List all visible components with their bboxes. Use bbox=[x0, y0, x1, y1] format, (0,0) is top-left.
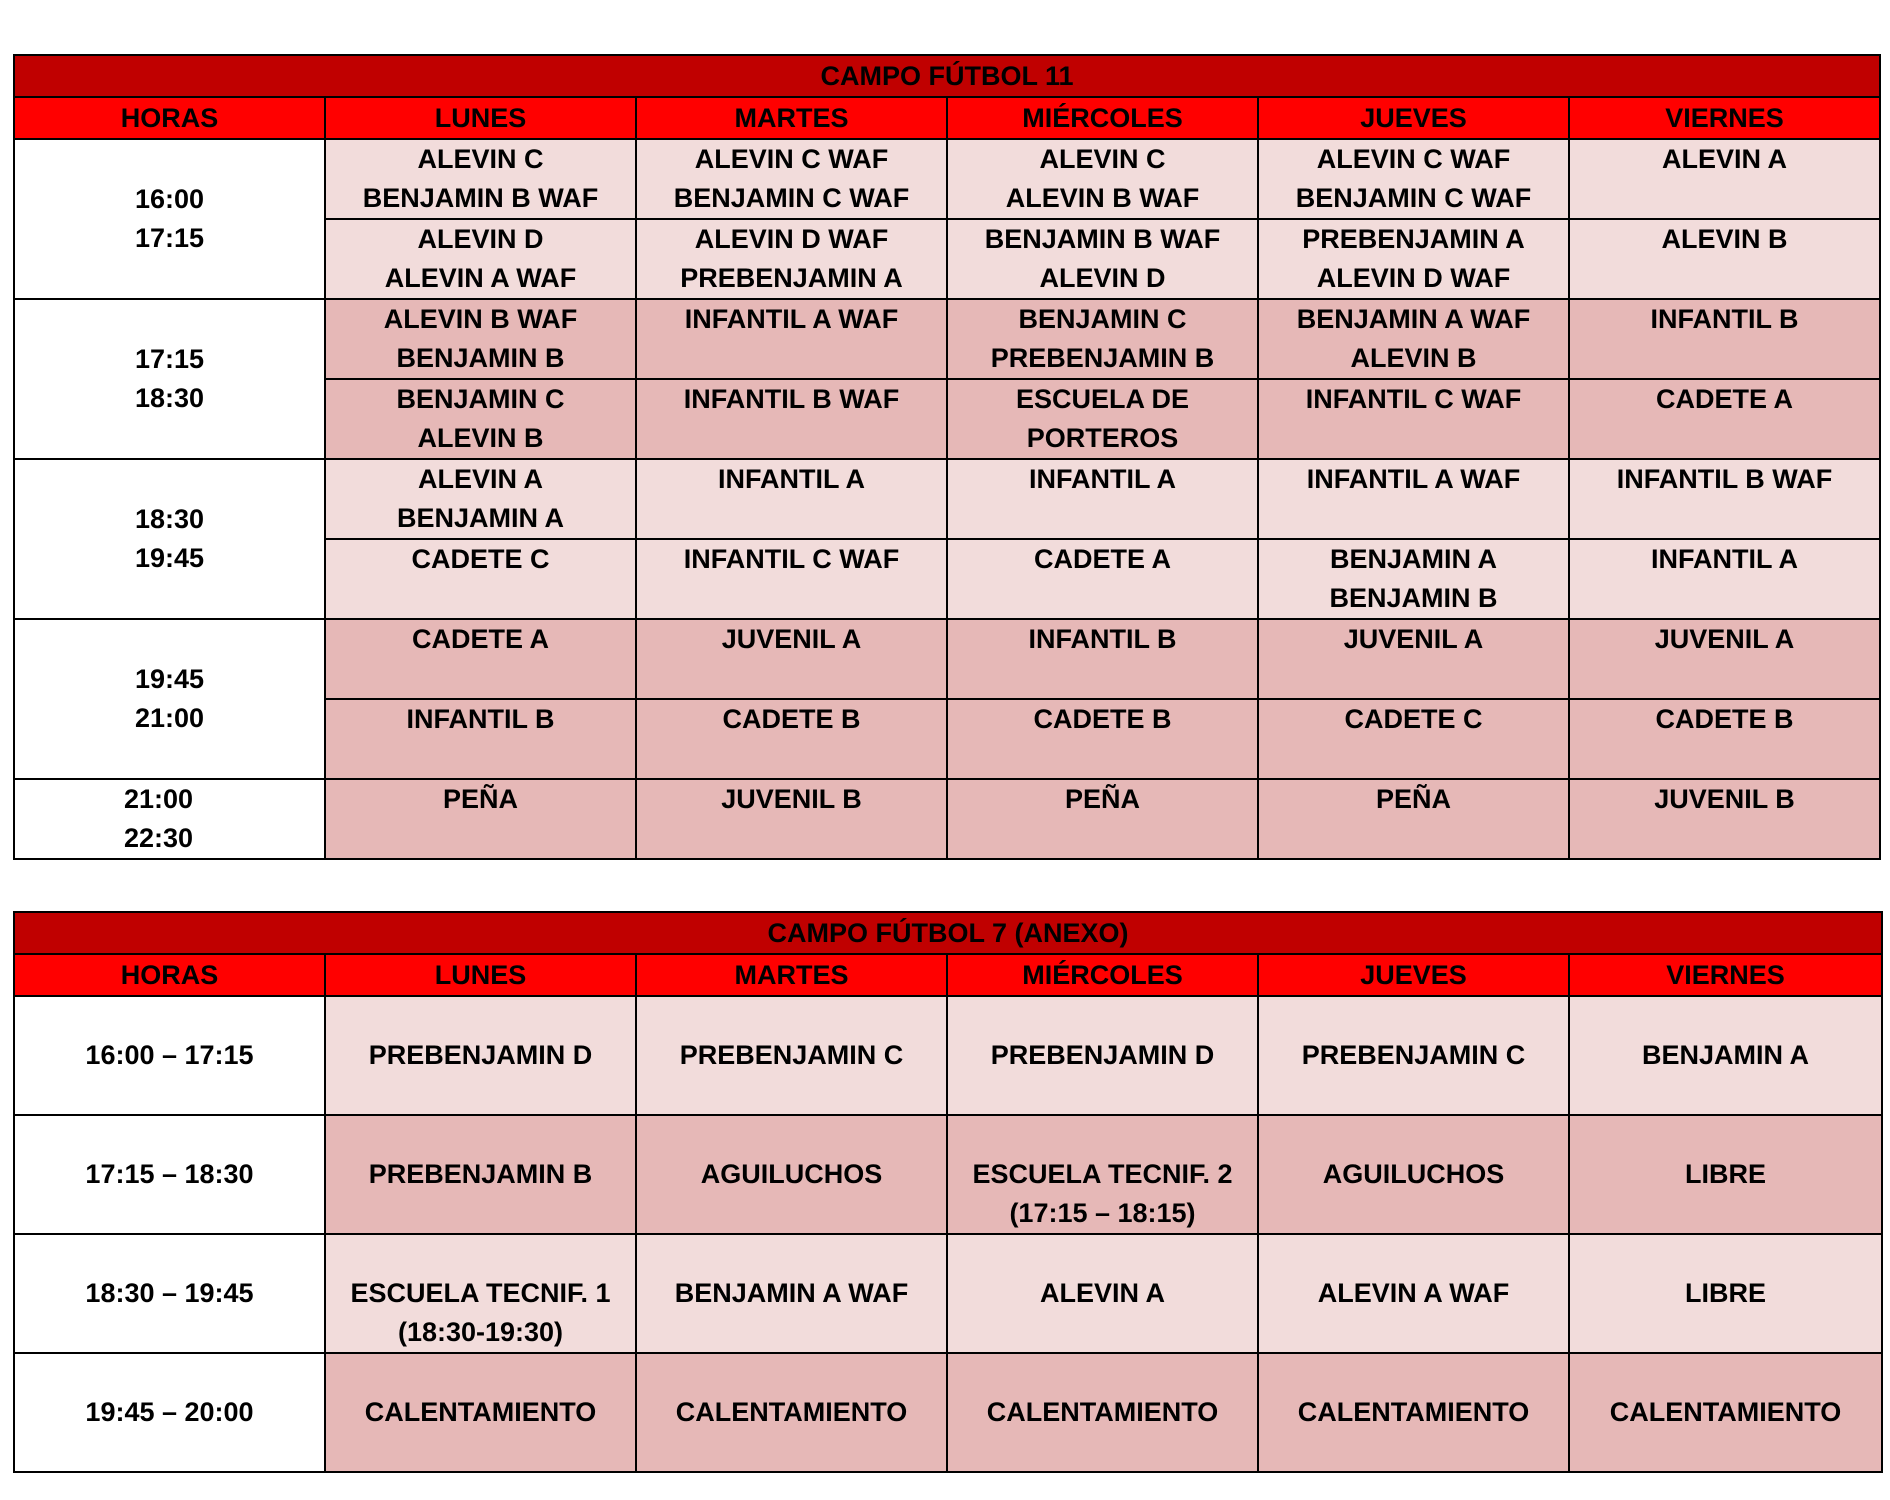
schedule-cell bbox=[636, 219, 947, 299]
title-row bbox=[14, 55, 1880, 97]
cell-text-line: BENJAMIN C WAF bbox=[1295, 183, 1532, 213]
schedule-cell bbox=[1569, 996, 1882, 1115]
cell-text-line: INFANTIL B bbox=[1650, 304, 1799, 334]
cell-text-line: JUVENIL A bbox=[1343, 624, 1484, 654]
cell-text-line: LIBRE bbox=[1685, 1278, 1766, 1308]
schedule-cell bbox=[636, 139, 947, 219]
cell-text-line: ALEVIN B WAF bbox=[1005, 183, 1200, 213]
schedule-cell bbox=[1258, 1115, 1569, 1234]
schedule-cell bbox=[1569, 139, 1880, 219]
schedule-cell bbox=[1569, 1234, 1882, 1353]
cell-text-line: 21:00 bbox=[124, 784, 194, 814]
table-row bbox=[14, 1234, 1882, 1353]
cell-text-line: BENJAMIN B WAF bbox=[984, 224, 1221, 254]
table-title: CAMPO FÚTBOL 7 (ANEXO) bbox=[14, 912, 1882, 954]
cell-text-line: (17:15 – 18:15) bbox=[1009, 1198, 1196, 1228]
cell-text-line: 18:30 bbox=[134, 383, 205, 413]
column-header: VIERNES bbox=[1569, 954, 1882, 996]
table-row bbox=[14, 619, 1880, 699]
cell-text-line: JUVENIL B bbox=[1654, 784, 1795, 814]
time-slot-cell: 17:15 – 18:30 bbox=[14, 1115, 325, 1234]
column-header: HORAS bbox=[14, 954, 325, 996]
cell-text-line: CADETE B bbox=[1033, 704, 1172, 734]
schedule-cell bbox=[636, 699, 947, 779]
cell-text-line: CALENTAMIENTO bbox=[1609, 1397, 1842, 1427]
table-row bbox=[14, 996, 1882, 1115]
schedule-cell bbox=[325, 996, 636, 1115]
schedule-cell bbox=[325, 459, 636, 539]
column-header: JUEVES bbox=[1258, 97, 1569, 139]
cell-text-line: INFANTIL C WAF bbox=[683, 544, 900, 574]
cell-text-line: BENJAMIN C WAF bbox=[673, 183, 910, 213]
schedule-cell bbox=[636, 1234, 947, 1353]
table-row bbox=[14, 299, 1880, 379]
column-header: MARTES bbox=[636, 97, 947, 139]
cell-text-line: PREBENJAMIN D bbox=[990, 1040, 1215, 1070]
column-header: LUNES bbox=[325, 97, 636, 139]
cell-text-line: BENJAMIN A bbox=[396, 503, 564, 533]
cell-text-line: BENJAMIN B WAF bbox=[362, 183, 599, 213]
schedule-cell bbox=[947, 299, 1258, 379]
cell-text-line: CADETE A bbox=[411, 624, 549, 654]
schedule-cell bbox=[1258, 699, 1569, 779]
schedule-cell bbox=[325, 1234, 636, 1353]
cell-text-line: BENJAMIN C bbox=[396, 384, 565, 414]
time-slot-cell bbox=[14, 459, 325, 619]
cell-text-line: PREBENJAMIN C bbox=[1301, 1040, 1526, 1070]
cell-text-line: PEÑA bbox=[1375, 784, 1451, 814]
cell-text-line: CALENTAMIENTO bbox=[1297, 1397, 1530, 1427]
cell-text-line: PORTEROS bbox=[1026, 423, 1179, 453]
cell-text-line: BENJAMIN A bbox=[1642, 1040, 1810, 1070]
cell-text-line: ALEVIN D bbox=[1039, 263, 1166, 293]
schedule-cell bbox=[325, 379, 636, 459]
schedule-cell bbox=[947, 539, 1258, 619]
schedule-cell bbox=[947, 1353, 1258, 1472]
cell-text-line: CADETE B bbox=[722, 704, 861, 734]
schedule-cell bbox=[325, 779, 636, 859]
schedule-cell bbox=[636, 1115, 947, 1234]
cell-text-line: INFANTIL C WAF bbox=[1305, 384, 1522, 414]
cell-text-line: CALENTAMIENTO bbox=[986, 1397, 1219, 1427]
cell-text-line: ALEVIN A WAF bbox=[384, 263, 577, 293]
schedule-cell bbox=[1569, 219, 1880, 299]
schedule-cell bbox=[1569, 1115, 1882, 1234]
column-header: JUEVES bbox=[1258, 954, 1569, 996]
header-row bbox=[14, 954, 1882, 996]
schedule-cell bbox=[325, 539, 636, 619]
schedule-cell bbox=[947, 459, 1258, 539]
time-slot-cell bbox=[14, 619, 325, 779]
schedule-cell bbox=[1569, 459, 1880, 539]
schedule-cell bbox=[636, 996, 947, 1115]
cell-text-line: ALEVIN A WAF bbox=[1317, 1278, 1510, 1308]
schedule-cell bbox=[947, 219, 1258, 299]
schedule-cell bbox=[1569, 779, 1880, 859]
schedule-cell bbox=[636, 379, 947, 459]
column-header: LUNES bbox=[325, 954, 636, 996]
schedule-cell bbox=[1258, 379, 1569, 459]
cell-text-line: BENJAMIN A WAF bbox=[674, 1278, 909, 1308]
column-header: MARTES bbox=[636, 954, 947, 996]
cell-text-line: CADETE C bbox=[411, 544, 550, 574]
header-row bbox=[14, 97, 1880, 139]
time-slot-cell: 19:45 – 20:00 bbox=[14, 1353, 325, 1472]
schedule-cell bbox=[636, 779, 947, 859]
time-slot-cell bbox=[14, 299, 325, 459]
cell-text-line: JUVENIL A bbox=[1654, 624, 1795, 654]
cell-text-line: CADETE A bbox=[1656, 384, 1794, 414]
time-slot-cell bbox=[14, 139, 325, 299]
schedule-cell bbox=[947, 379, 1258, 459]
time-slot-cell: 18:30 – 19:45 bbox=[14, 1234, 325, 1353]
schedule-cell bbox=[325, 1353, 636, 1472]
schedule-cell bbox=[1258, 996, 1569, 1115]
cell-text-line: INFANTIL B bbox=[1028, 624, 1177, 654]
cell-text-line: BENJAMIN B bbox=[1329, 583, 1498, 613]
cell-text-line: INFANTIL A bbox=[718, 464, 865, 494]
cell-text-line: 18:30 bbox=[134, 504, 205, 534]
cell-text-line: PREBENJAMIN A bbox=[680, 263, 903, 293]
time-slot-cell: 16:00 – 17:15 bbox=[14, 996, 325, 1115]
cell-text-line: AGUILUCHOS bbox=[700, 1159, 883, 1189]
cell-text-line: 19:45 bbox=[134, 543, 205, 573]
table-row bbox=[14, 139, 1880, 219]
schedule-cell bbox=[1569, 699, 1880, 779]
schedule-cell bbox=[325, 1115, 636, 1234]
cell-text-line: CADETE C bbox=[1344, 704, 1483, 734]
cell-text-line: ALEVIN C WAF bbox=[694, 144, 889, 174]
cell-text-line: PREBENJAMIN B bbox=[990, 343, 1215, 373]
schedule-cell bbox=[947, 619, 1258, 699]
cell-text-line: INFANTIL A bbox=[1651, 544, 1799, 574]
cell-text-line: INFANTIL B WAF bbox=[683, 384, 900, 414]
schedule-cell bbox=[325, 619, 636, 699]
title-row bbox=[14, 912, 1882, 954]
cell-text-line: ALEVIN D bbox=[417, 224, 544, 254]
cell-text-line: PEÑA bbox=[1064, 784, 1140, 814]
schedule-cell bbox=[325, 139, 636, 219]
cell-text-line: ALEVIN A bbox=[1039, 1278, 1165, 1308]
schedule-cell bbox=[947, 699, 1258, 779]
schedule-cell bbox=[325, 219, 636, 299]
cell-text-line: CALENTAMIENTO bbox=[675, 1397, 908, 1427]
schedule-cell bbox=[636, 299, 947, 379]
cell-text-line: ALEVIN C WAF bbox=[1316, 144, 1511, 174]
cell-text-line: ALEVIN B bbox=[1350, 343, 1477, 373]
cell-text-line: ALEVIN A bbox=[1662, 144, 1788, 174]
schedule-cell bbox=[1258, 539, 1569, 619]
cell-text-line: 21:00 bbox=[134, 703, 205, 733]
schedule-cell bbox=[1569, 619, 1880, 699]
schedule-cell bbox=[1258, 139, 1569, 219]
cell-text-line: PREBENJAMIN C bbox=[679, 1040, 904, 1070]
cell-text-line: ESCUELA TECNIF. 2 bbox=[972, 1159, 1233, 1189]
schedule-cell bbox=[636, 459, 947, 539]
cell-text-line: (18:30-19:30) bbox=[397, 1317, 564, 1347]
schedule-cell bbox=[1258, 219, 1569, 299]
cell-text-line: ALEVIN B WAF bbox=[383, 304, 578, 334]
cell-text-line: ALEVIN D WAF bbox=[1316, 263, 1511, 293]
cell-text-line: JUVENIL A bbox=[721, 624, 862, 654]
cell-text-line: PREBENJAMIN A bbox=[1302, 224, 1525, 254]
schedule-cell bbox=[1258, 1353, 1569, 1472]
schedule-cell bbox=[947, 1115, 1258, 1234]
schedule-cell bbox=[947, 996, 1258, 1115]
schedule-cell bbox=[325, 699, 636, 779]
cell-text-line: INFANTIL B WAF bbox=[1616, 464, 1833, 494]
schedule-cell bbox=[636, 539, 947, 619]
time-slot-cell bbox=[14, 779, 325, 859]
cell-text-line: 22:30 bbox=[124, 823, 194, 853]
cell-text-line: PREBENJAMIN B bbox=[368, 1159, 593, 1189]
cell-text-line: PREBENJAMIN D bbox=[368, 1040, 593, 1070]
cell-text-line: ALEVIN D WAF bbox=[694, 224, 889, 254]
cell-text-line: 17:15 bbox=[134, 223, 205, 253]
cell-text-line: LIBRE bbox=[1685, 1159, 1766, 1189]
column-header: MIÉRCOLES bbox=[947, 954, 1258, 996]
cell-text-line: BENJAMIN A bbox=[1329, 544, 1497, 574]
cell-text-line: ALEVIN A bbox=[417, 464, 543, 494]
schedule-cell bbox=[947, 779, 1258, 859]
table-row bbox=[14, 459, 1880, 539]
cell-text-line: CALENTAMIENTO bbox=[364, 1397, 597, 1427]
table-row bbox=[14, 1115, 1882, 1234]
schedule-cell bbox=[1569, 299, 1880, 379]
table-row bbox=[14, 1353, 1882, 1472]
cell-text-line: ALEVIN C bbox=[417, 144, 544, 174]
schedule-cell bbox=[947, 139, 1258, 219]
cell-text-line: INFANTIL A WAF bbox=[1306, 464, 1521, 494]
cell-text-line: ALEVIN B bbox=[1661, 224, 1788, 254]
cell-text-line: CADETE A bbox=[1033, 544, 1171, 574]
schedule-cell bbox=[1258, 459, 1569, 539]
table-title: CAMPO FÚTBOL 11 bbox=[14, 55, 1880, 97]
schedule-cell bbox=[636, 619, 947, 699]
cell-text-line: 17:15 bbox=[134, 344, 205, 374]
cell-text-line: PEÑA bbox=[442, 784, 518, 814]
schedule-cell bbox=[1258, 1234, 1569, 1353]
cell-text-line: AGUILUCHOS bbox=[1322, 1159, 1505, 1189]
cell-text-line: 16:00 bbox=[134, 184, 205, 214]
table-row bbox=[14, 779, 1880, 859]
schedule-cell bbox=[1258, 299, 1569, 379]
schedule-cell bbox=[1569, 1353, 1882, 1472]
schedule-table-futbol-11 bbox=[13, 54, 1881, 860]
cell-text-line: INFANTIL A WAF bbox=[684, 304, 899, 334]
cell-text-line: INFANTIL A bbox=[1029, 464, 1176, 494]
cell-text-line: 19:45 bbox=[134, 664, 205, 694]
cell-text-line: ALEVIN C bbox=[1039, 144, 1166, 174]
column-header: MIÉRCOLES bbox=[947, 97, 1258, 139]
cell-text-line: BENJAMIN B bbox=[396, 343, 565, 373]
schedule-cell bbox=[1258, 779, 1569, 859]
cell-text-line: INFANTIL B bbox=[406, 704, 555, 734]
cell-text-line: ESCUELA DE bbox=[1015, 384, 1190, 414]
schedule-cell bbox=[1569, 379, 1880, 459]
cell-text-line: ESCUELA TECNIF. 1 bbox=[350, 1278, 611, 1308]
schedule-cell bbox=[947, 1234, 1258, 1353]
column-header: HORAS bbox=[14, 97, 325, 139]
schedule-cell bbox=[325, 299, 636, 379]
schedule-table-futbol-7-anexo bbox=[13, 911, 1883, 1473]
cell-text-line: CADETE B bbox=[1655, 704, 1794, 734]
schedule-cell bbox=[636, 1353, 947, 1472]
schedule-cell bbox=[1569, 539, 1880, 619]
cell-text-line: BENJAMIN A WAF bbox=[1296, 304, 1531, 334]
column-header: VIERNES bbox=[1569, 97, 1880, 139]
cell-text-line: BENJAMIN C bbox=[1018, 304, 1187, 334]
cell-text-line: JUVENIL B bbox=[721, 784, 862, 814]
cell-text-line: ALEVIN B bbox=[417, 423, 544, 453]
schedule-cell bbox=[1258, 619, 1569, 699]
